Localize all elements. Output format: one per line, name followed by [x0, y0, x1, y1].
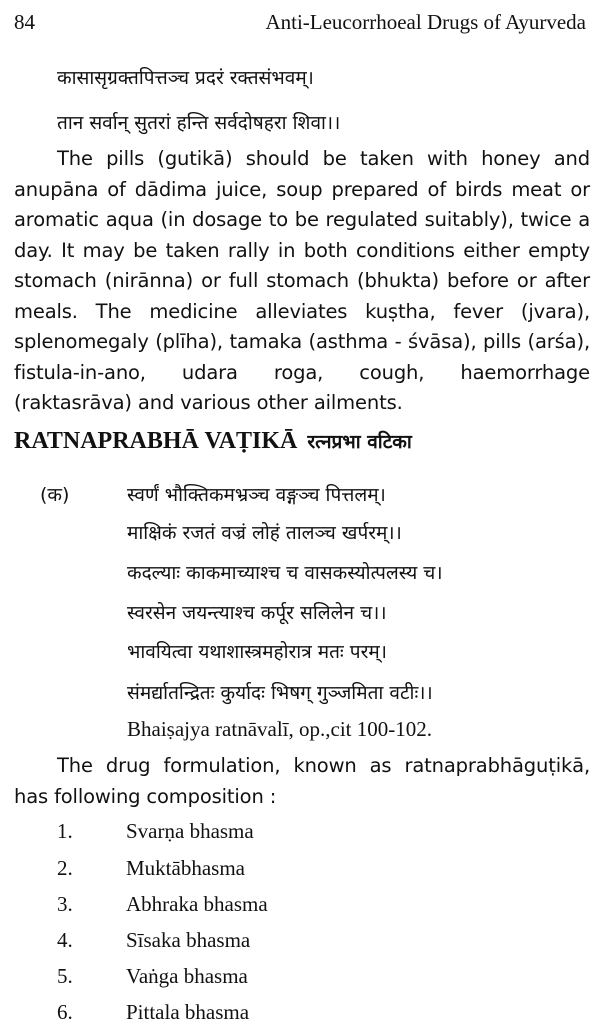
section-heading-roman: RATNAPRABHĀ VAṬIKĀ [14, 428, 298, 454]
verse-line: संमर्द्यातन्द्रितः कुर्यादः भिषग् गुञ्जमिता वटीः।। [127, 682, 433, 704]
verse-line: स्वरसेन जयन्त्याश्च कर्पूर सलिलेन च।। [127, 602, 387, 624]
verse-line: स्वर्णं भौक्तिकमभ्रञ्च वङ्गञ्च पित्तलम्। [127, 484, 386, 506]
page-header [14, 10, 586, 40]
section-heading [14, 428, 412, 455]
verse-marker: (क) [40, 484, 70, 506]
list-text: Vaṅga bhasma [126, 964, 248, 988]
section-heading-devanagari: रत्नप्रभा वटिका [307, 431, 412, 453]
composition-intro: The drug formulation, known as ratnaprabhāguṭikā, has following composition : [14, 754, 590, 808]
citation: Bhaiṣajya ratnāvalī, op.,cit 100-102. [127, 717, 433, 741]
list-text: Abhraka bhasma [126, 892, 268, 916]
list-text: Muktābhasma [126, 856, 245, 880]
list-number: 5. [57, 964, 73, 988]
list-text: Svarṇa bhasma [126, 819, 254, 843]
verse-line: माक्षिकं रजतं वज्रं लोहं तालञ्च खर्परम्।। [127, 522, 402, 544]
list-number: 3. [57, 892, 73, 916]
list-number: 2. [57, 856, 73, 880]
list-text: Pittala bhasma [126, 1000, 250, 1024]
verse-line: तान सर्वान् सुतरां हन्ति सर्वदोषहरा शिवा।। [57, 112, 341, 134]
verse-line: कदल्याः काकमाच्याश्च च वासकस्योत्पलस्य च। [127, 562, 443, 584]
list-number: 4. [57, 928, 73, 952]
list-number: 6. [57, 1000, 73, 1024]
verse-line: भावयित्वा यथाशास्त्रमहोरात्र मतः परम्। [127, 641, 387, 663]
list-text: Sīsaka bhasma [126, 928, 251, 952]
body-paragraph: The pills (gutikā) should be taken with honey and anupāna of dādima juice, soup prepared of birds meat or aromatic aqua (in dosage to be regulated suitably), twice a day. It may be taken rally in both conditions either empty stomach (nirānna) or full stomach (bhukta) before or after meals. The medicine alleviates kuṣtha, fever (jvara), splenomegaly (plīha), tamaka (asthma - śvāsa), pills (arśa), fistula-in-ano, udara roga, cough, haemorrhage (raktasrāva) and various other ailments. [14, 147, 590, 414]
list-number: 1. [57, 819, 73, 843]
verse-line: कासासृग्रक्तपित्तञ्च प्रदरं रक्तसंभवम्। [57, 67, 314, 89]
page-number: 84 [14, 10, 35, 34]
running-title: Anti-Leucorrhoeal Drugs of Ayurveda [265, 10, 586, 34]
